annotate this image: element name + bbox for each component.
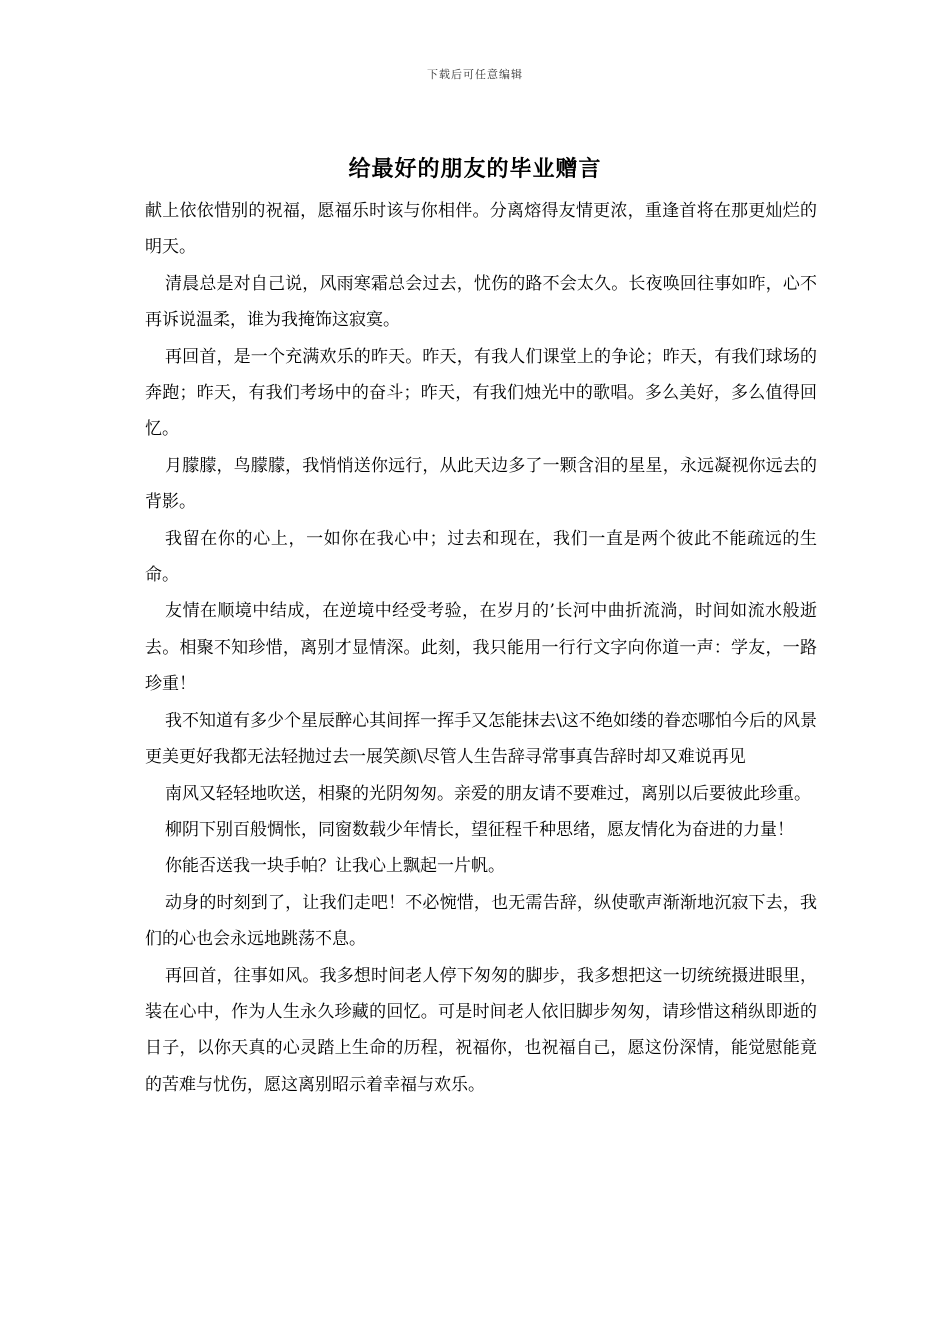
page-header: 下载后可任意编辑 <box>427 68 523 81</box>
paragraph: 再回首，往事如风。我多想时间老人停下匆匆的脚步，我多想把这一切统统摄进眼里，装在心中，作为人生永久珍藏的回忆。可是时间老人依旧脚步匆匆，请珍惜这稍纵即逝的日子，以你天真的心灵踏上生命的历程，祝福你，也祝福自己，愿这份深情，能觉慰能竟的苦难与忧伤，愿这离别昭示着幸福与欢乐。 <box>145 965 817 1095</box>
paragraph: 动身的时刻到了，让我们走吧！不必惋惜，也无需告辞，纵使歌声渐渐地沉寂下去，我们的心也会永远地跳荡不息。 <box>145 892 817 950</box>
document-title: 给最好的朋友的毕业赠言 <box>348 157 602 182</box>
document-body <box>145 193 817 1103</box>
paragraph: 献上依依惜别的祝福，愿福乐时该与你相伴。分离熔得友情更浓，重逢首将在那更灿烂的明天。 <box>145 201 817 258</box>
paragraph: 再回首，是一个充满欢乐的昨天。昨天，有我人们课堂上的争论；昨天，有我们球场的奔跑；昨天，有我们考场中的奋斗；昨天，有我们烛光中的歌唱。多么美好，多么值得回忆。 <box>145 346 817 440</box>
paragraph: 你能否送我一块手帕？让我心上飘起一片帆。 <box>165 856 505 877</box>
paragraph: 柳阴下别百般惆怅，同窗数载少年情长，望征程千种思绪，愿友情化为奋进的力量！ <box>165 819 794 840</box>
paragraph: 我不知道有多少个星辰醉心其间挥一挥手又怎能抹去\这不绝如缕的眷恋哪怕今后的风景更美更好我都无法轻抛过去一展笑颜\尽管人生告辞寻常事真告辞时却又难说再见 <box>145 710 817 768</box>
paragraph: 清晨总是对自己说，风雨寒霜总会过去，忧伤的路不会太久。长夜唤回往事如昨，心不再诉说温柔，谁为我掩饰这寂寞。 <box>145 273 817 331</box>
paragraph: 南风又轻轻地吹送，相聚的光阴匆匆。亲爱的朋友请不要难过，离别以后要彼此珍重。 <box>165 783 811 804</box>
paragraph: 我留在你的心上，一如你在我心中；过去和现在，我们一直是两个彼此不能疏远的生命。 <box>145 528 817 586</box>
paragraph: 友情在顺境中结成，在逆境中经受考验，在岁月的’长河中曲折流淌，时间如流水般逝去。相聚不知珍惜，离别才显情深。此刻，我只能用一行行文字向你道一声：学友，一路珍重！ <box>145 601 817 695</box>
paragraph: 月朦朦，鸟朦朦，我悄悄送你远行，从此天边多了一颗含泪的星星，永远凝视你远去的背影。 <box>145 455 817 513</box>
